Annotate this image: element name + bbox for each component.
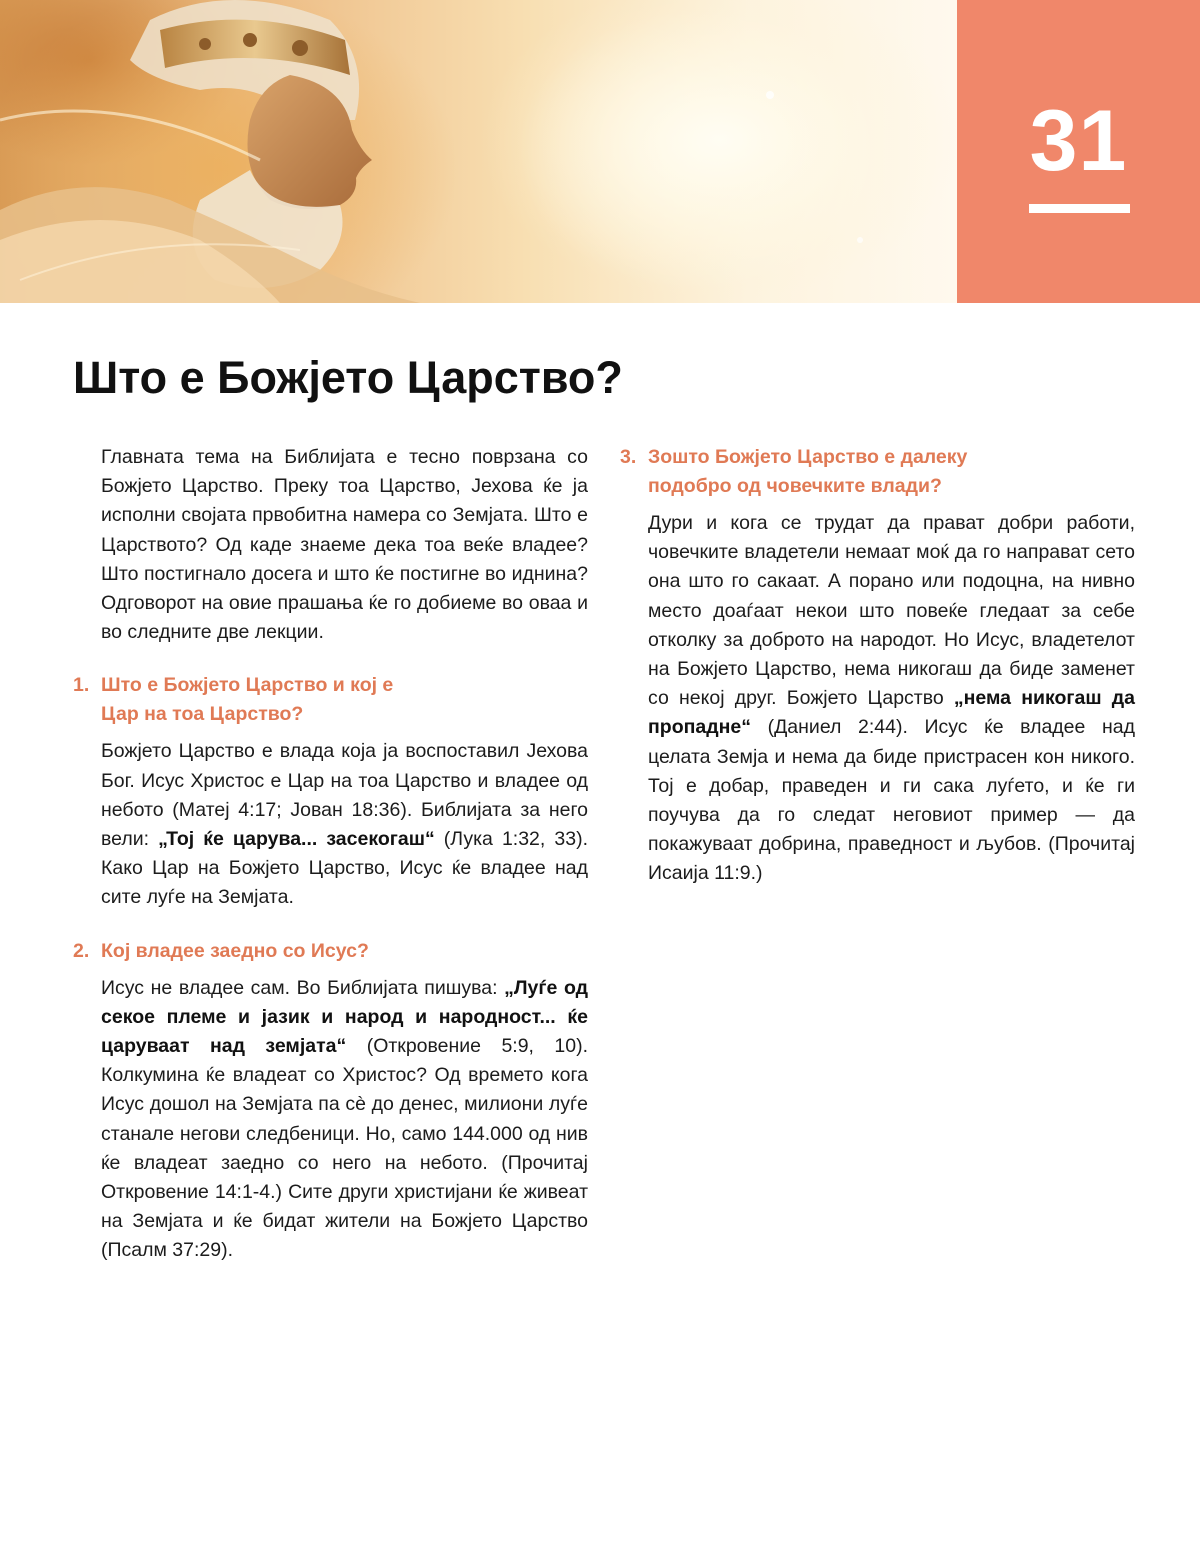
section-1	[73, 671, 588, 912]
section-3-question	[620, 443, 1135, 501]
right-column	[620, 443, 1135, 889]
section-3	[620, 443, 1135, 889]
section-1-question-text: Што е Божјето Царство и кој е Цар на тоа Царство?	[101, 674, 394, 726]
lesson-number-underline	[1029, 204, 1130, 213]
intro-paragraph: Главната тема на Библијата е тесно поврзана со Божјето Царство. Преку тоа Царство, Јехова ќе ја исполни својата првобитна намера со Земјата. Што е Царството? Од каде знаеме дека тоа веќе владее? Што постигнало досега и што ќе постигне во иднина? Одговорот на овие прашања ќе го добиеме во оваа и во следните две лекции.	[101, 446, 588, 644]
section-1-body	[101, 737, 588, 912]
header-illustration	[0, 0, 957, 303]
section-2-body-text: Исус не владее сам. Во Библијата пишува:	[101, 976, 505, 999]
section-1-number: 1.	[73, 674, 90, 697]
left-column	[73, 443, 588, 1266]
section-1-body-text-end: (Лука 1:32, 33). Како Цар на Божјето Царство, Исус ќе владее над сите луѓе на Земјата.	[101, 828, 588, 909]
lesson-number: 31	[1029, 93, 1128, 189]
section-1-body-text: Божјето Царство е влада која ја воспоставил Јехова Бог. Исус Христос е Цар на тоа Царство и владее од небото (Матеј 4:17; Јован 18:36). Библијата за него вели:	[101, 740, 588, 851]
section-2-quote: „Луѓе од секое племе и јазик и народ и народност... ќе царуваат над земјата“	[101, 976, 588, 1058]
section-3-body	[648, 509, 1135, 889]
section-2	[73, 937, 588, 1266]
lesson-number-box	[957, 0, 1200, 303]
section-2-question	[73, 937, 588, 966]
section-1-question	[73, 671, 588, 729]
section-3-question-text: Зошто Божјето Царство е далеку подобро од човечките влади?	[648, 446, 968, 497]
section-3-body-text-end: (Даниел 2:44). Исус ќе владее над целата Земја и нема да биде пристрасен кон никого. Тој е добар, праведен и ги сака луѓето, и ќе ги поучува да го следат неговиот пример — да покажуваат добрина, праведност и љубов. (Прочитај Исаија 11:9.)	[648, 716, 1135, 885]
section-2-body-text-end: (Откровение 5:9, 10). Колкумина ќе владеат со Христос? Од времето кога Исус дошол на Земјата па сè до денес, милиони луѓе станале негови следбеници. Но, само 144.000 од нив ќе владеат заедно со него на небото. (Прочитај Откровение 14:1-4.) Сите други христијани ќе живеат на Земјата и ќе бидат жители на Божјето Царство (Псалм 37:29).	[101, 1035, 588, 1262]
section-2-number: 2.	[73, 939, 90, 962]
king-with-crown-illustration	[0, 0, 957, 303]
section-2-question-text: Кој владее заедно со Исус?	[101, 939, 369, 962]
section-3-number: 3.	[620, 446, 637, 468]
section-2-body	[101, 974, 588, 1266]
section-3-quote: „нема никогаш да пропадне“	[648, 687, 1135, 739]
section-3-body-text: Дури и кога се трудат да прават добри работи, човечките владетели немаат моќ да го направат сето она што го сакаат. А порано или подоцна, на нивно место доаѓаат некои што повеќе гледаат за себе отколку за доброто на народот. Но Исус, владетелот на Божјето Царство, нема никогаш да биде заменет со некој друг. Божјето Царство	[648, 512, 1135, 710]
section-1-quote: „Тој ќе царува... засекогаш“	[158, 828, 435, 851]
page-title: Што е Божјето Царство?	[73, 352, 623, 403]
